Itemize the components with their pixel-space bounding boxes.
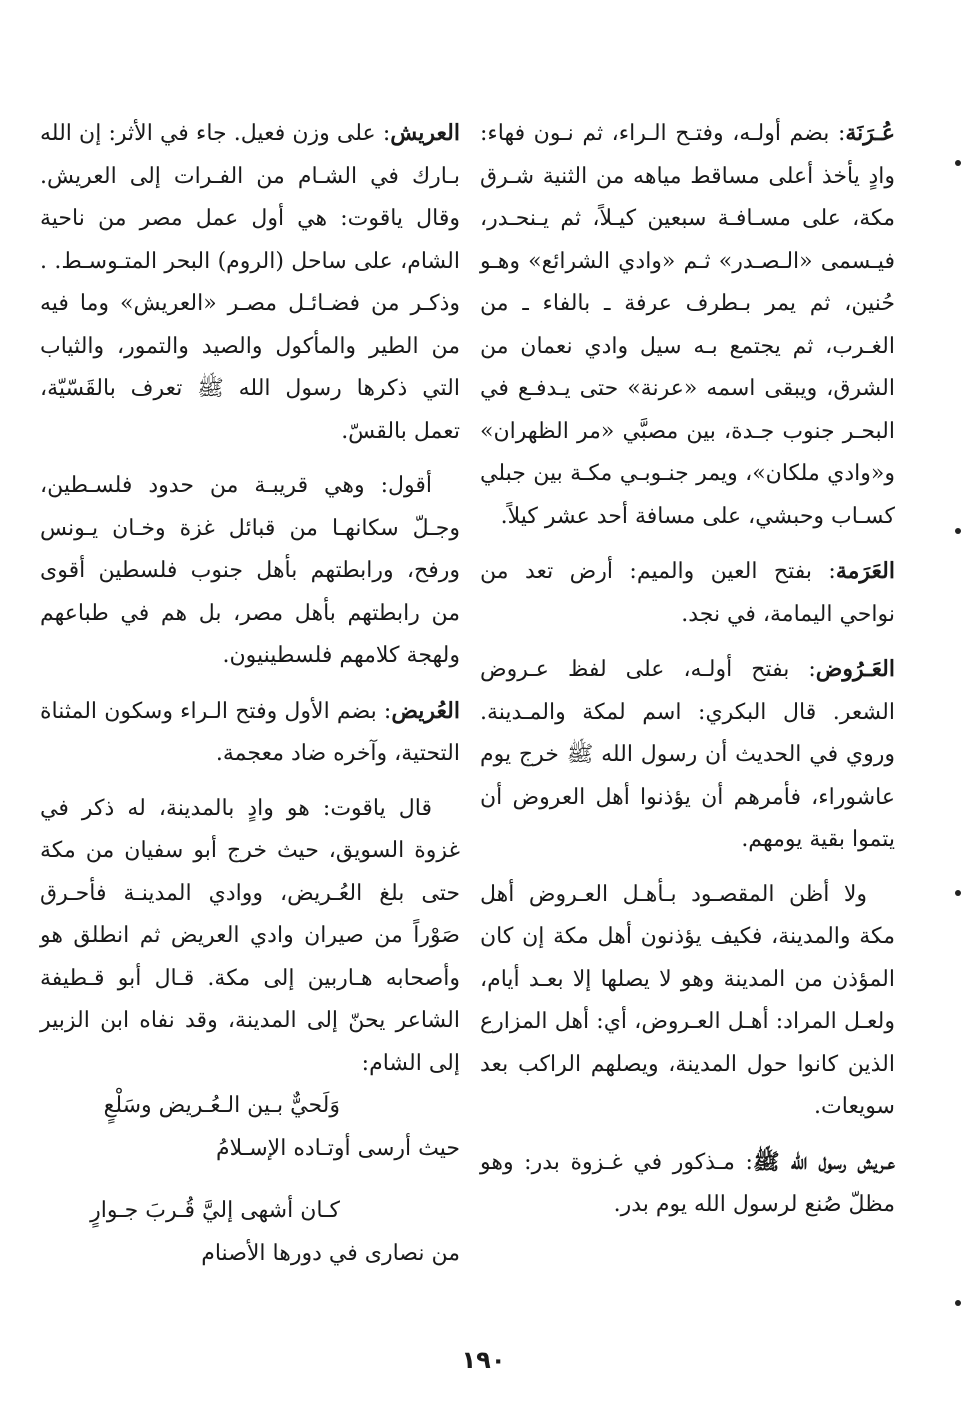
paragraph: أقول: وهي قريبـة من حدود فلسـطين، وجـلّ سكانهـا من قبائل غزة وخـان يـونس ورفح، ورابطتهم بأهل جنوب فلسطين أقوى من رابطتهم بأهل مصر، بل هم في طباعهم ولهجة كلامهم فلسطينيون.: [40, 473, 460, 668]
verse-hemistich: كـان أشهى إليَّ قُـربَ جـوارٍ: [90, 1198, 340, 1223]
entry-text: : على وزن فعيل. جاء في الأثر: إن الله بـارك في الشـام من الفـرات إلى العريش. وقال ياقوت: هي أول عمل مصر من ناحية الشام، على ساحل (الروم) البحر المتـوسـط. . وذكـر من فضـائـل مصـر «العريش» وما فيه من الطير والمأكول والصيد والتمور، والثياب التي ذكرها رسول الله ﷺ تعرف بالقَسّيّة، تعمل بالقسّ.: [40, 121, 460, 444]
page-number: ١٩٠: [461, 1346, 506, 1374]
entry-alarish: [40, 112, 460, 453]
headword: العُريض: [391, 697, 460, 724]
entry-text: : بضم الأول وفتح الـراء وسكون المثناة التحتية، وآخره ضاد معجمة.: [40, 698, 460, 766]
entry-alarud-note: [480, 874, 895, 1129]
entry-text: : بضم أولـه، وفتـح الـراء، ثم نـون فهاء: وادٍ يأخذ أعلى مساقط مياهه من الثنية شـرق مكة، على مسـافـة سبعين كيـلاً، ثم يـنحـدر، فيـسمى «الـصـدر» ثـم «وادي الشرائع» وهـو حُنين، ثم يمر بـطرف عرفة ـ بالفاء ـ من الغـرب، ثم يجتمع بـه سيل وادي نعمان من الشرق، ويبقى اسمه «عرنة» حتى يـدفـع في البحـر جنوب جـدة، بين مصبَّي «مر الظهران» و«وادي ملكان»، ويمر جنـوبـي مكـة بين جبلي كسـاب وحبشي، على مسافة أحد عشر كيلاً.: [480, 121, 895, 529]
verse-hemistich: حيث أرسى أوتـاده الإسـلامُ: [216, 1135, 460, 1161]
headword: عـريش رسول الله ﷺ: [752, 1148, 895, 1175]
entry-text: : بفتح العين والميم: أرض تعد من نواحي اليمامة، في نجد.: [480, 559, 895, 627]
entry-alarud: [480, 648, 895, 862]
poem-verse: [40, 1085, 460, 1170]
verse-spacer: [40, 1170, 460, 1190]
entry-text: : مـذكور في غـزوة بدر: وهو مظلّ صُنع لرسول الله يوم بدر.: [480, 1149, 895, 1217]
margin-dot: [955, 160, 961, 166]
entry-arish-rasul: [480, 1141, 895, 1227]
headword: العَـرُوض: [815, 656, 895, 682]
entry-alarama: [480, 550, 895, 636]
verse-hemistich: من نصارى في دورها الأصنام: [201, 1240, 460, 1266]
left-column: [40, 112, 460, 1287]
margin-dot: [955, 1300, 961, 1306]
verse-hemistich: وَلَحيٌّ بـين الـعُـريض وسَلْعٍ: [103, 1093, 340, 1118]
headword: عُـرَنَة: [845, 120, 895, 146]
margin-dot: [955, 528, 961, 534]
headword: العريش: [390, 120, 460, 146]
paragraph: ولا أظن المقصـود بـأهـل العـروض أهل مكة والمدينة، فكيف يؤذنون أهل مكة إن كان المؤذن من المدينة وهو لا يصلها إلا بعـد أيام، ولعـل المراد: أهـل العـروض، أي: أهل المزارع الذين كانوا حول المدينة، ويصلهم الراكب بعد سويعات.: [480, 881, 895, 1119]
margin-dot: [955, 890, 961, 896]
entry-aluraid: [40, 690, 460, 776]
poem-verse: [40, 1190, 460, 1275]
right-column: [480, 112, 895, 1239]
paragraph: قال ياقوت: هو وادٍ بالمدينة، له ذكر في غزوة السويق، حيث خرج أبو سفيان من مكة حتى بلغ العُـريض، ووادي المدينـة فأحـرق صَوْراً من صيران وادي العريض ثم انطلق هو وأصحابه هـاربين إلى مكة. قـال أبو قـطيفة الشاعر يحنّ إلى المدينة، وقد نفاه ابن الزبير إلى الشام:: [40, 795, 460, 1076]
entry-text: : بفتح أولـه، على لفظ عـروض الشعر. قال البكري: اسم لمكة والمـدينة. وروي في الحديث أن رسول الله ﷺ خرج يوم عاشوراء، فأمرهم أن يؤذنوا أهل العروض أن يتموا بقية يومهم.: [480, 657, 895, 852]
entry-alarish-note: [40, 465, 460, 678]
headword: العَرَمة: [835, 558, 895, 584]
entry-urana: [480, 112, 895, 538]
entry-aluraid-note: [40, 788, 460, 1276]
